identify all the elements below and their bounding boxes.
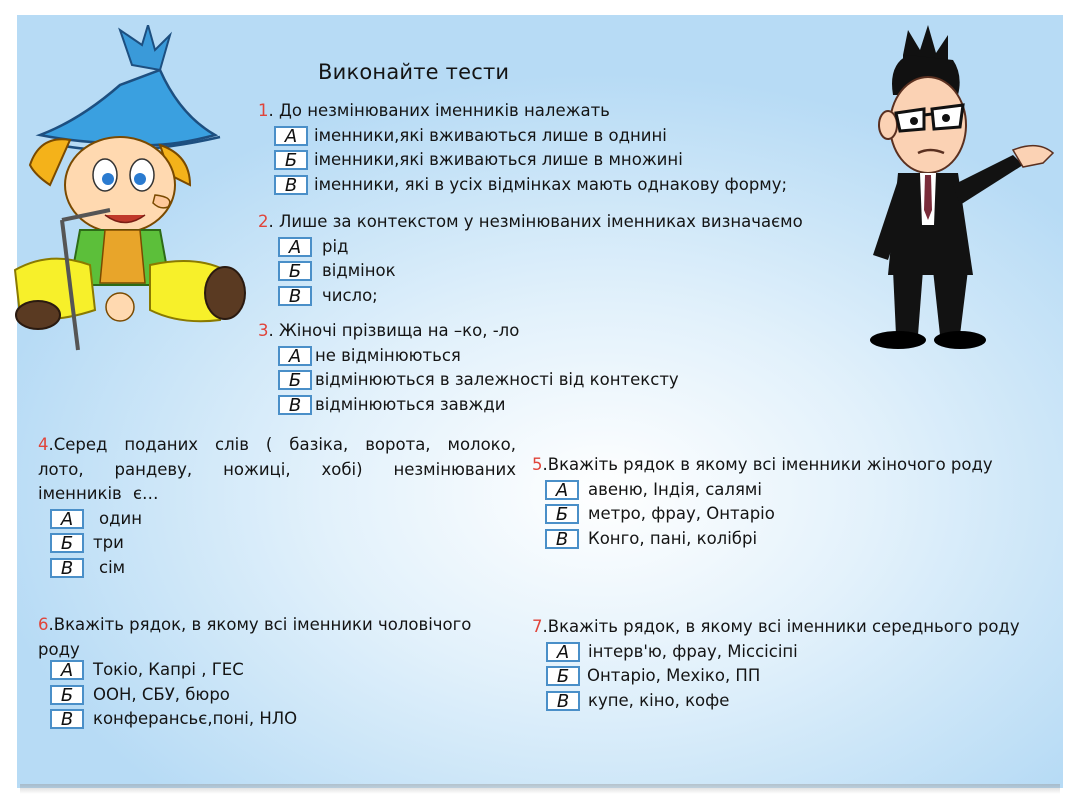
answer-option-c[interactable]	[532, 527, 1052, 552]
question-text: .Вкажіть рядок, в якому всі іменники чоловічого роду	[38, 615, 472, 659]
slide-shadow	[20, 784, 1060, 794]
answer-option-c[interactable]	[38, 556, 516, 581]
option-letter-box[interactable]: В	[545, 529, 579, 549]
option-letter-box[interactable]: Б	[278, 261, 312, 281]
option-letter-box[interactable]: А	[274, 126, 308, 146]
question-6	[38, 613, 516, 732]
answer-option-c[interactable]	[532, 689, 1037, 714]
question-text: . До незмінюваних іменників належать	[268, 101, 610, 120]
question-7	[532, 615, 1037, 713]
option-letter-box[interactable]: Б	[50, 533, 84, 553]
question-text: .Вкажіть рядок, в якому всі іменники середнього роду	[542, 617, 1020, 636]
answer-option-b[interactable]	[258, 259, 858, 284]
answer-option-a[interactable]	[38, 507, 516, 532]
question-text: . Жіночі прізвища на –ко, -ло	[268, 321, 520, 340]
question-number: 3	[258, 321, 269, 340]
option-letter-box[interactable]: В	[50, 558, 84, 578]
question-text: . Лише за контекстом у незмінюваних іменниках визначаємо	[268, 212, 803, 231]
option-text: відмінюються завжди	[315, 394, 506, 414]
answer-option-b[interactable]	[38, 683, 516, 708]
option-letter-box[interactable]: А	[278, 346, 312, 366]
cartoon-boy-illustration	[10, 25, 260, 360]
question-4	[38, 433, 516, 580]
option-text: один	[99, 508, 143, 528]
answer-option-a[interactable]	[532, 640, 1037, 665]
option-letter-box[interactable]: Б	[50, 685, 84, 705]
option-letter-box[interactable]: А	[278, 237, 312, 257]
option-text: ООН, СБУ, бюро	[93, 684, 230, 704]
question-5-header	[532, 453, 1052, 478]
question-7-header	[532, 615, 1027, 640]
option-text: відмінок	[322, 261, 396, 280]
option-text: іменники,які вживаються лише в множині	[314, 150, 683, 169]
option-letter-box[interactable]: А	[545, 480, 579, 500]
question-2	[258, 210, 858, 308]
option-text: Токіо, Капрі , ГЕС	[93, 660, 244, 679]
question-3	[258, 319, 858, 417]
option-letter-box[interactable]: В	[50, 709, 84, 729]
option-text: відмінюються в залежності від контексту	[315, 370, 679, 389]
cartoon-teacher-illustration	[848, 25, 1068, 355]
option-text: авеню, Індія, салямі	[588, 479, 762, 499]
answer-option-b[interactable]	[258, 368, 858, 393]
answer-option-a[interactable]	[258, 124, 858, 149]
option-letter-box[interactable]: В	[278, 286, 312, 306]
answer-option-c[interactable]	[258, 284, 858, 309]
option-text: іменники,які вживаються лише в однині	[314, 125, 667, 145]
question-1	[258, 99, 858, 197]
question-6-header	[38, 613, 516, 662]
option-letter-box[interactable]: Б	[278, 370, 312, 390]
answer-option-b[interactable]	[532, 664, 1037, 689]
option-letter-box[interactable]: А	[50, 660, 84, 680]
question-number: 6	[38, 615, 49, 634]
answer-option-b[interactable]	[532, 502, 1052, 527]
question-number: 4	[38, 435, 49, 454]
answer-option-a[interactable]	[532, 478, 1052, 503]
answer-option-c[interactable]	[258, 173, 858, 198]
question-number: 7	[532, 617, 543, 636]
question-number: 2	[258, 212, 269, 231]
option-letter-box[interactable]: Б	[274, 150, 308, 170]
question-2-header	[258, 210, 858, 235]
question-text: .Вкажіть рядок в якому всі іменники жіночого роду	[542, 455, 993, 474]
question-number: 5	[532, 455, 543, 474]
page-title: Виконайте тести	[318, 60, 510, 84]
option-text: рід	[322, 236, 349, 256]
option-text: метро, фрау, Онтаріо	[588, 504, 775, 523]
option-text: купе, кіно, кофе	[588, 690, 730, 710]
question-1-header	[258, 99, 858, 124]
question-4-header	[38, 433, 516, 507]
option-letter-box[interactable]: Б	[546, 666, 580, 686]
answer-option-c[interactable]	[258, 393, 858, 418]
option-text: не відмінюються	[315, 345, 461, 365]
question-5	[532, 453, 1052, 551]
question-3-header	[258, 319, 858, 344]
option-text: Конго, пані, колібрі	[588, 528, 758, 548]
option-text: число;	[322, 285, 378, 305]
answer-option-a[interactable]	[38, 658, 516, 683]
answer-option-a[interactable]	[258, 235, 858, 260]
question-text: .Серед поданих слів ( базіка, ворота, молоко, лото, рандеву, ножиці, хобі) незмінюваних іменників є…	[38, 435, 516, 503]
option-letter-box[interactable]: В	[278, 395, 312, 415]
option-letter-box[interactable]: В	[546, 691, 580, 711]
option-text: іменники, які в усіх відмінках мають однакову форму;	[314, 174, 788, 194]
option-letter-box[interactable]: А	[50, 509, 84, 529]
answer-option-b[interactable]	[38, 531, 516, 556]
option-letter-box[interactable]: В	[274, 175, 308, 195]
option-text: інтерв'ю, фрау, Міссісіпі	[588, 641, 798, 661]
option-letter-box[interactable]: А	[546, 642, 580, 662]
answer-option-b[interactable]	[258, 148, 858, 173]
option-text: три	[93, 533, 124, 552]
option-text: Онтаріо, Мехіко, ПП	[587, 666, 761, 685]
option-text: сім	[99, 557, 126, 577]
answer-option-a[interactable]	[258, 344, 858, 369]
answer-option-c[interactable]	[38, 707, 516, 732]
option-letter-box[interactable]: Б	[545, 504, 579, 524]
option-text: конферансьє,поні, НЛО	[93, 709, 298, 728]
question-number: 1	[258, 101, 269, 120]
